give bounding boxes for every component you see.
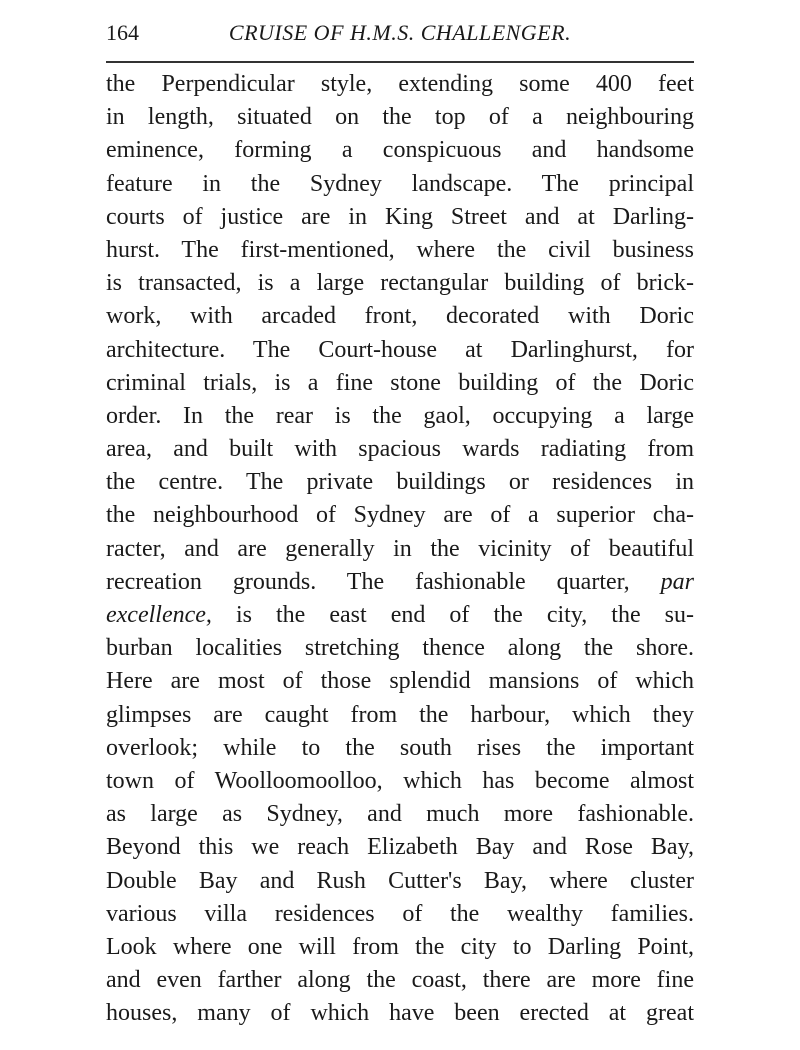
italic-phrase: excellence, — [106, 602, 212, 628]
page-number: 164 — [106, 20, 139, 45]
text-line: overlook; while to the south rises the important — [106, 734, 694, 761]
text-line: area, and built with spacious wards radiating from — [106, 436, 694, 463]
text-line: glimpses are caught from the harbour, which they — [106, 701, 694, 728]
text-line: town of Woolloomoolloo, which has become almost — [106, 767, 694, 794]
page-header — [106, 18, 694, 52]
text-line: as large as Sydney, and much more fashionable. — [106, 801, 694, 828]
text-line: architecture. The Court-house at Darlinghurst, for — [106, 336, 694, 363]
running-title: CRUISE OF H.M.S. CHALLENGER. — [228, 20, 572, 45]
text-line: criminal trials, is a fine stone building of the Doric — [106, 369, 694, 396]
text-line: Look where one will from the city to Darling Point, — [106, 933, 694, 960]
text-line: various villa residences of the wealthy families. — [106, 900, 694, 927]
text-line: order. In the rear is the gaol, occupying a large — [106, 402, 694, 429]
text-line: the neighbourhood of Sydney are of a superior cha- — [106, 502, 694, 529]
text-segment: recreation grounds. The fashionable quarter, — [106, 568, 630, 595]
italic-phrase: par — [660, 568, 695, 595]
text-line-with-italic — [106, 566, 694, 599]
text-line: burban localities stretching thence along the shore. — [106, 635, 694, 662]
text-line: Beyond this we reach Elizabeth Bay and Rose Bay, — [106, 834, 694, 861]
text-line: the centre. The private buildings or residences in — [106, 469, 694, 496]
text-line: hurst. The first-mentioned, where the civil business — [106, 236, 694, 263]
text-line: Double Bay and Rush Cutter's Bay, where cluster — [106, 867, 694, 894]
text-line: houses, many of which have been erected at great — [106, 1000, 694, 1027]
text-line: feature in the Sydney landscape. The principal — [106, 170, 694, 197]
text-line: racter, and are generally in the vicinity of beautiful — [106, 535, 694, 562]
text-line: work, with arcaded front, decorated with Doric — [106, 303, 694, 330]
text-line: and even farther along the coast, there are more fine — [106, 967, 694, 994]
text-line: the Perpendicular style, extending some 400 feet — [106, 71, 694, 97]
text-line: eminence, forming a conspicuous and handsome — [106, 137, 694, 164]
header-rule — [106, 61, 694, 63]
text-line-with-italic — [106, 599, 694, 632]
text-line: in length, situated on the top of a neighbouring — [106, 104, 694, 131]
text-line: courts of justice are in King Street and at Darling- — [106, 203, 694, 230]
body-text — [106, 68, 694, 1030]
text-segment: is the east end of the city, the su- — [235, 602, 695, 628]
text-line: is transacted, is a large rectangular building of brick- — [106, 270, 694, 297]
text-line: Here are most of those splendid mansions of which — [106, 668, 694, 695]
